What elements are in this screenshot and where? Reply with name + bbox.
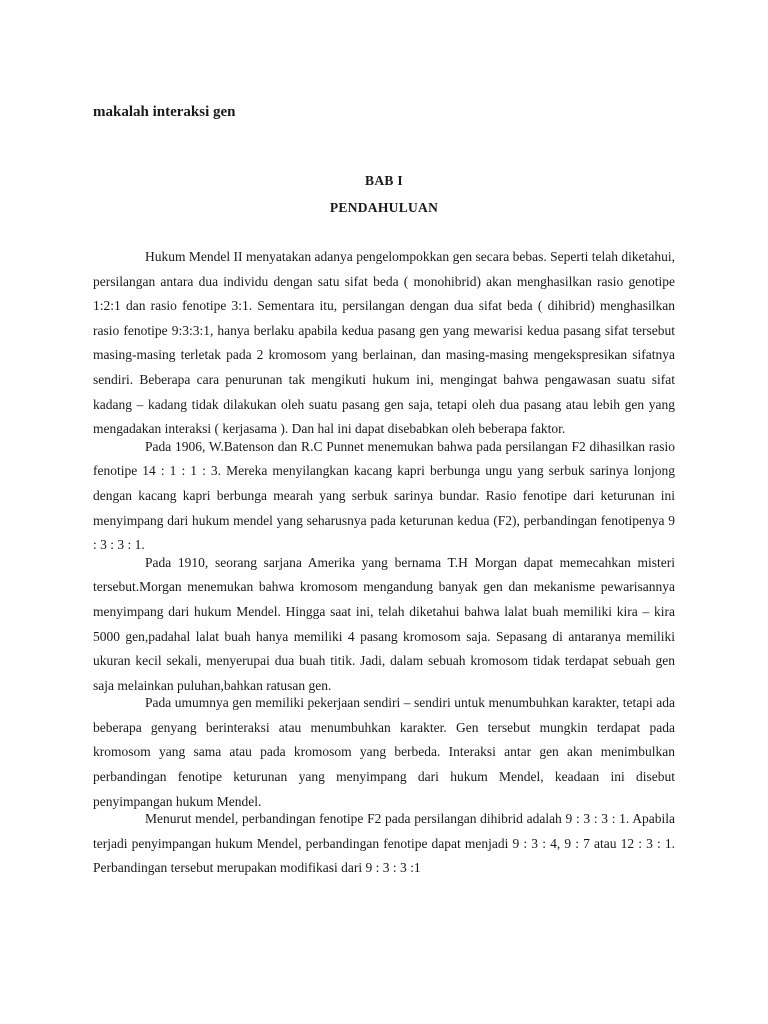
paragraph: Hukum Mendel II menyatakan adanya pengelompokkan gen secara bebas. Seperti telah diketahui, persilangan antara dua individu dengan satu sifat beda ( monohibrid) akan menghasilkan rasio genotipe 1:2:1 dan rasio fenotipe 3:1. Sementara itu, persilangan dengan dua sifat beda ( dihibrid) menghasilkan rasio fenotipe 9:3:3:1, hanya berlaku apabila kedua pasang gen yang mewarisi kedua pasang sifat tersebut masing-masing terletak pada 2 kromosom yang berlainan, dan masing-masing mengekspresikan sifatnya sendiri. Beberapa cara penurunan tak mengikuti hukum ini, mengingat bahwa pengawasan suatu sifat kadang – kadang tidak dilakukan oleh suatu pasang gen saja, tetapi oleh dua pasang atau lebih gen yang mengadakan interaksi ( kerjasama ). Dan hal ini dapat disebabkan oleh beberapa faktor. bbox=[93, 249, 675, 437]
paragraph: Pada 1906, W.Batenson dan R.C Punnet menemukan bahwa pada persilangan F2 dihasilkan rasio fenotipe 14 : 1 : 1 : 3. Mereka menyilangkan kacang kapri berbunga ungu yang serbuk sarinya lonjong dengan kacang kapri berbunga mearah yang serbuk sarinya bundar. Rasio fenotipe dari keturunan ini menyimpang dari hukum mendel yang seharusnya pada keturunan kedua (F2), perbandingan fenotipenya 9 : 3 : 3 : 1. bbox=[93, 438, 675, 553]
document-body bbox=[93, 245, 675, 881]
paragraph: Menurut mendel, perbandingan fenotipe F2 pada persilangan dihibrid adalah 9 : 3 : 3 : 1. Apabila terjadi penyimpangan hukum Mendel, perbandingan fenotipe dapat menjadi 9 : 3 : 4, 9 : 7 atau 12 : 3 : 1. Perbandingan tersebut merupakan modifikasi dari 9 : 3 : 3 :1 bbox=[93, 811, 675, 876]
chapter-title: PENDAHULUAN bbox=[329, 200, 439, 215]
chapter-number: BAB I bbox=[365, 173, 403, 188]
paragraph: Pada umumnya gen memiliki pekerjaan sendiri – sendiri untuk menumbuhkan karakter, tetapi ada beberapa genyang berinteraksi atau menumbuhkan karakter. Gen tersebut mungkin terdapat pada kromosom yang sama atau pada kromosom yang berbeda. Interaksi antar gen akan menimbulkan perbandingan fenotipe keturunan yang menyimpang dari hukum Mendel, keadaan ini disebut penyimpangan hukum Mendel. bbox=[93, 695, 675, 809]
document-title: makalah interaksi gen bbox=[93, 104, 236, 120]
paragraph: Pada 1910, seorang sarjana Amerika yang bernama T.H Morgan dapat memecahkan misteri tersebut.Morgan menemukan bahwa kromosom mengandung banyak gen dan mekanisme pewarisannya menyimpang dari hukum Mendel. Hingga saat ini, telah diketahui bahwa lalat buah memiliki kira – kira 5000 gen,padahal lalat buah hanya memiliki 4 pasang kromosom saja. Sepasang di antaranya memiliki ukuran kecil sekali, menyerupai dua buah titik. Jadi, dalam sebuah kromosom tidak terdapat sebuah gen saja melainkan puluhan,bahkan ratusan gen. bbox=[93, 554, 675, 693]
